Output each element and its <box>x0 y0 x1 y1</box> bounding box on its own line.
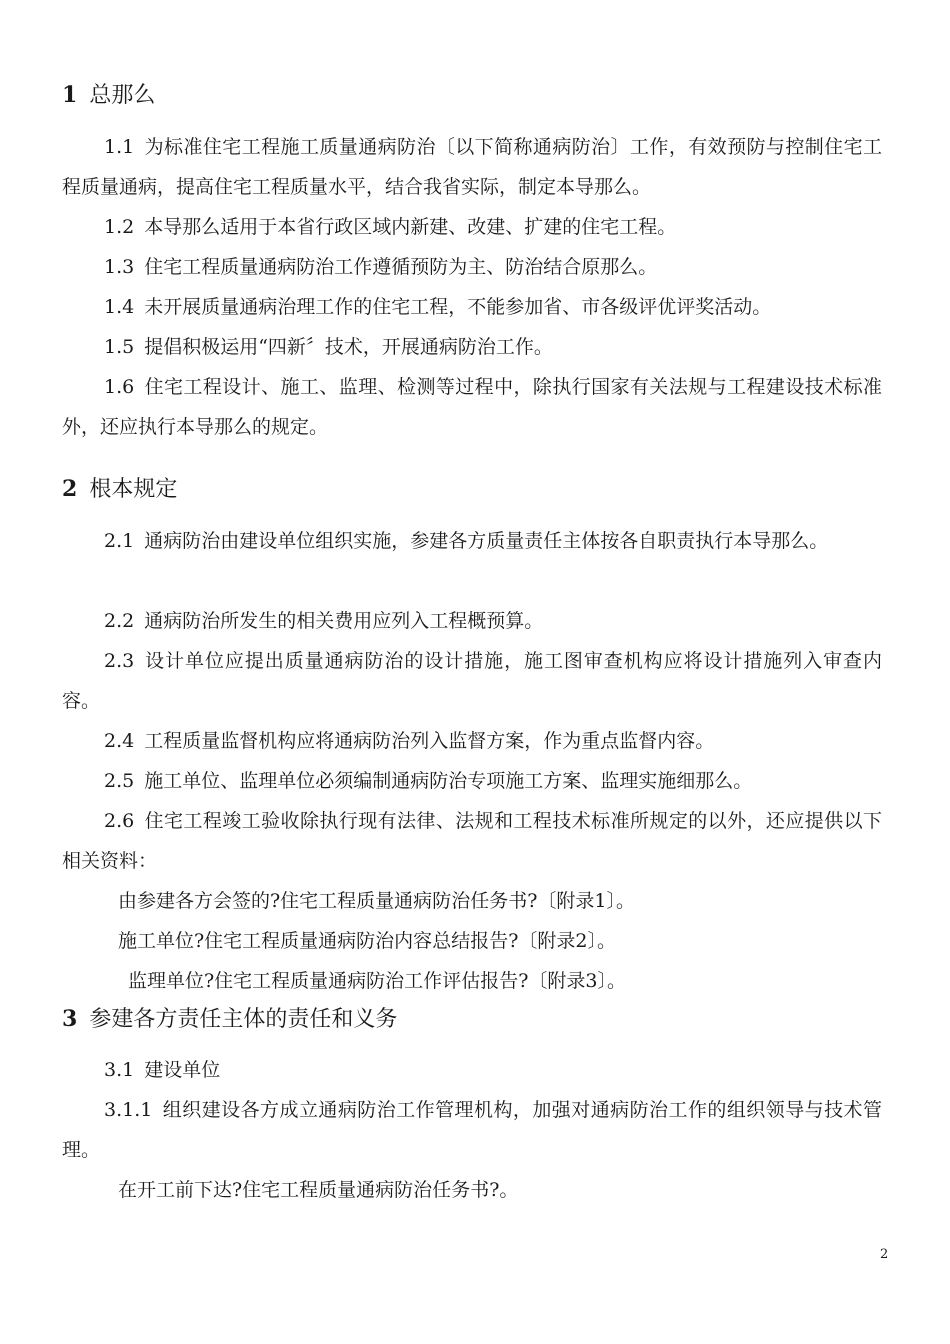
paragraph-1-1 <box>62 127 882 207</box>
clause-number: 2.3 <box>104 650 135 672</box>
section-number: 1 <box>62 82 78 108</box>
section-heading-3 <box>62 1004 397 1035</box>
clause-number: 1.2 <box>104 216 135 238</box>
paragraph-1-3 <box>62 247 882 287</box>
section-heading-2 <box>62 474 177 505</box>
list-item-appendix-3: 监理单位?住宅工程质量通病防治工作评估报告?〔附录3〕。 <box>128 970 626 992</box>
paragraph-3-1 <box>62 1050 882 1090</box>
section-number: 2 <box>62 476 78 502</box>
clause-text: 为标准住宅工程施工质量通病防治〔以下简称通病防治〕工作，有效预防与控制住宅工程质量通病，提高住宅工程质量水平，结合我省实际，制定本导那么。 <box>62 136 882 198</box>
clause-text: 未开展质量通病治理工作的住宅工程，不能参加省、市各级评优评奖活动。 <box>144 296 772 318</box>
clause-text: 设计单位应提出质量通病防治的设计措施，施工图审查机构应将设计措施列入审查内容。 <box>62 650 882 712</box>
clause-number: 1.1 <box>104 136 135 158</box>
paragraph-1-6 <box>62 367 882 447</box>
clause-number: 2.4 <box>104 730 135 752</box>
list-item-appendix-2: 施工单位?住宅工程质量通病防治内容总结报告?〔附录2〕。 <box>118 930 616 952</box>
paragraph-2-5 <box>62 761 882 801</box>
paragraph-2-1 <box>62 521 882 561</box>
clause-number: 1.5 <box>104 336 135 358</box>
clause-number: 3.1 <box>104 1059 135 1081</box>
clause-number: 1.6 <box>104 376 135 398</box>
paragraph-1-5 <box>62 327 882 367</box>
clause-number: 1.3 <box>104 256 135 278</box>
clause-number: 3.1.1 <box>104 1099 153 1121</box>
clause-number: 2.6 <box>104 810 135 832</box>
list-item-task-order: 在开工前下达?住宅工程质量通病防治任务书?。 <box>118 1179 519 1201</box>
clause-text: 施工单位、监理单位必须编制通病防治专项施工方案、监理实施细那么。 <box>144 770 753 792</box>
clause-text: 住宅工程竣工验收除执行现有法律、法规和工程技术标准所规定的以外，还应提供以下相关资料： <box>62 810 882 872</box>
paragraph-1-2 <box>62 207 882 247</box>
section-heading-1 <box>62 80 155 111</box>
clause-text: 提倡积极运用“四新〞技术，开展通病防治工作。 <box>144 336 553 358</box>
clause-number: 2.1 <box>104 530 135 552</box>
clause-text: 通病防治由建设单位组织实施，参建各方质量责任主体按各自职责执行本导那么。 <box>144 530 829 552</box>
section-title: 根本规定 <box>89 477 178 502</box>
clause-number: 2.2 <box>104 610 135 632</box>
clause-text: 工程质量监督机构应将通病防治列入监督方案，作为重点监督内容。 <box>144 730 715 752</box>
clause-text: 住宅工程设计、施工、监理、检测等过程中，除执行国家有关法规与工程建设技术标准外，还应执行本导那么的规定。 <box>62 376 882 438</box>
section-title: 总那么 <box>89 83 156 108</box>
paragraph-2-4 <box>62 721 882 761</box>
clause-number: 2.5 <box>104 770 135 792</box>
list-item-appendix-1: 由参建各方会签的?住宅工程质量通病防治任务书?〔附录1〕。 <box>118 890 635 912</box>
paragraph-2-2 <box>62 601 882 641</box>
section-title: 参建各方责任主体的责任和义务 <box>89 1007 398 1032</box>
paragraph-2-6 <box>62 801 882 881</box>
paragraph-3-1-1 <box>62 1090 882 1170</box>
clause-text: 组织建设各方成立通病防治工作管理机构，加强对通病防治工作的组织领导与技术管理。 <box>62 1099 882 1161</box>
clause-text: 通病防治所发生的相关费用应列入工程概预算。 <box>144 610 544 632</box>
clause-text: 本导那么适用于本省行政区域内新建、改建、扩建的住宅工程。 <box>144 216 677 238</box>
page-number: 2 <box>880 1247 889 1262</box>
clause-text: 建设单位 <box>144 1059 221 1081</box>
paragraph-1-4 <box>62 287 882 327</box>
paragraph-2-3 <box>62 641 882 721</box>
clause-number: 1.4 <box>104 296 135 318</box>
section-number: 3 <box>62 1006 78 1032</box>
clause-text: 住宅工程质量通病防治工作遵循预防为主、防治结合原那么。 <box>144 256 658 278</box>
